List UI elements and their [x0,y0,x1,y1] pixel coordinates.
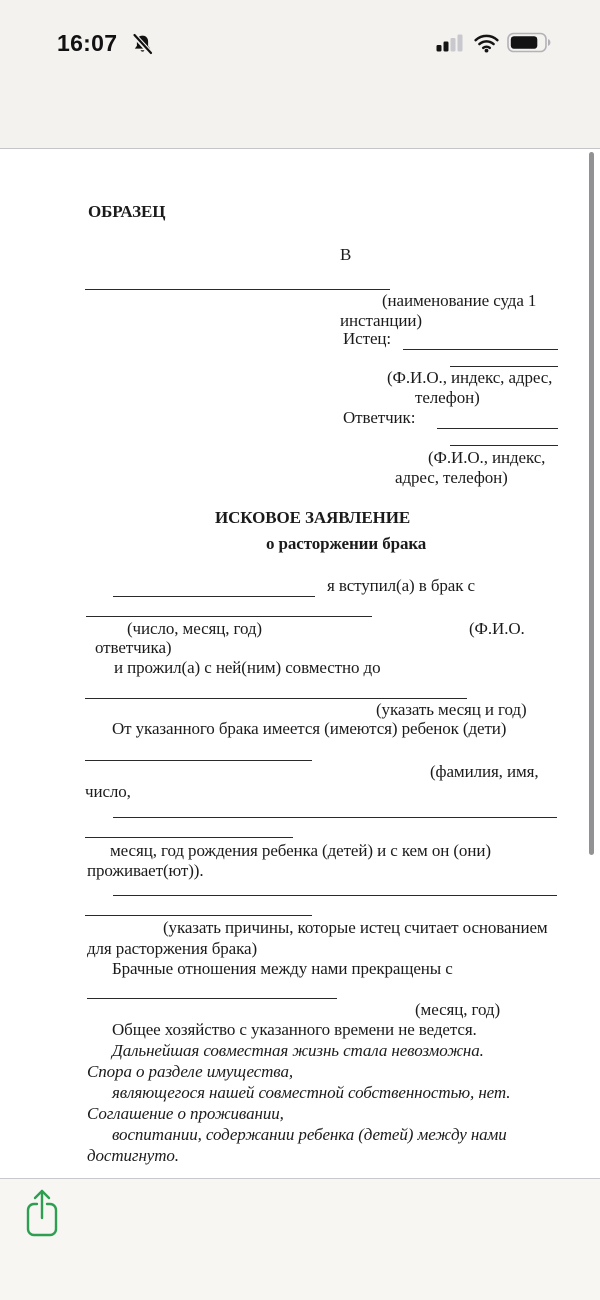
doc-line: Общее хозяйство с указанного времени не ведется. [112,1020,477,1039]
wifi-icon [473,33,500,58]
doc-line: и прожил(а) с ней(ним) совместно до [114,658,381,677]
doc-line: достигнуто. [87,1146,179,1165]
fill-in-blank-line [85,837,293,838]
share-button[interactable] [24,1187,60,1242]
cellular-signal-icon [436,33,466,58]
doc-line: проживает(ют)). [87,861,204,880]
doc-line: месяц, год рождения ребенка (детей) и с кем он (они) [110,841,491,860]
doc-line: я вступил(а) в брак с [327,576,475,595]
bottom-toolbar [0,1178,600,1300]
doc-line: являющегося нашей совместной собственностью, нет. [112,1083,511,1102]
doc-line: (Ф.И.О., индекс, [428,448,546,467]
status-bar [0,0,600,90]
doc-line: Ответчик: [343,408,416,427]
doc-line: инстанции) [340,311,422,330]
doc-line: Брачные отношения между нами прекращены с [112,959,453,978]
fill-in-blank-line [85,289,390,290]
doc-line: (наименование суда 1 [382,291,537,310]
doc-line: воспитании, содержании ребенка (детей) между нами [112,1125,507,1144]
doc-line: Спора о разделе имущества, [87,1062,294,1081]
fill-in-blank-line [450,366,558,367]
fill-in-blank-line [450,445,558,446]
doc-line: Истец: [343,329,392,348]
status-icons [436,32,552,58]
doc-line: Соглашение о проживании, [87,1104,284,1123]
doc-line: ответчика) [95,638,172,657]
doc-line: (фамилия, имя, [430,762,539,781]
doc-line: (Ф.И.О., индекс, адрес, [387,368,553,387]
doc-line: адрес, телефон) [395,468,508,487]
fill-in-blank-line [87,998,337,999]
fill-in-blank-line [113,817,557,818]
nav-bar [0,90,600,148]
doc-line: для расторжения брака) [87,939,258,958]
share-icon [24,1227,60,1242]
fill-in-blank-line [85,760,312,761]
doc-line: число, [85,782,131,801]
fill-in-blank-line [113,596,315,597]
fill-in-blank-line [85,698,467,699]
scroll-indicator[interactable] [589,152,594,855]
fill-in-blank-line [85,915,312,916]
notifications-off-icon [129,31,156,63]
doc-line: (указать месяц и год) [376,700,527,719]
status-time: 16:07 [57,30,118,56]
fill-in-blank-line [86,616,372,617]
fill-in-blank-line [437,428,558,429]
doc-line: От указанного брака имеется (имеются) ребенок (дети) [112,719,507,738]
fill-in-blank-line [403,349,558,350]
claim-subheading: о расторжении брака [266,534,427,553]
doc-line: (число, месяц, год) [127,619,262,638]
doc-line: телефон) [415,388,480,407]
claim-heading: ИСКОВОЕ ЗАЯВЛЕНИЕ [215,508,411,527]
fill-in-blank-line [113,895,557,896]
doc-line: (месяц, год) [415,1000,501,1019]
battery-icon [507,32,552,58]
doc-line: (Ф.И.О. [469,619,525,638]
doc-line: (указать причины, которые истец считает основанием [163,918,548,937]
sample-label: ОБРАЗЕЦ [88,202,166,221]
doc-line: Дальнейшая совместная жизнь стала невозможна. [112,1041,484,1060]
doc-line: В [340,245,352,264]
